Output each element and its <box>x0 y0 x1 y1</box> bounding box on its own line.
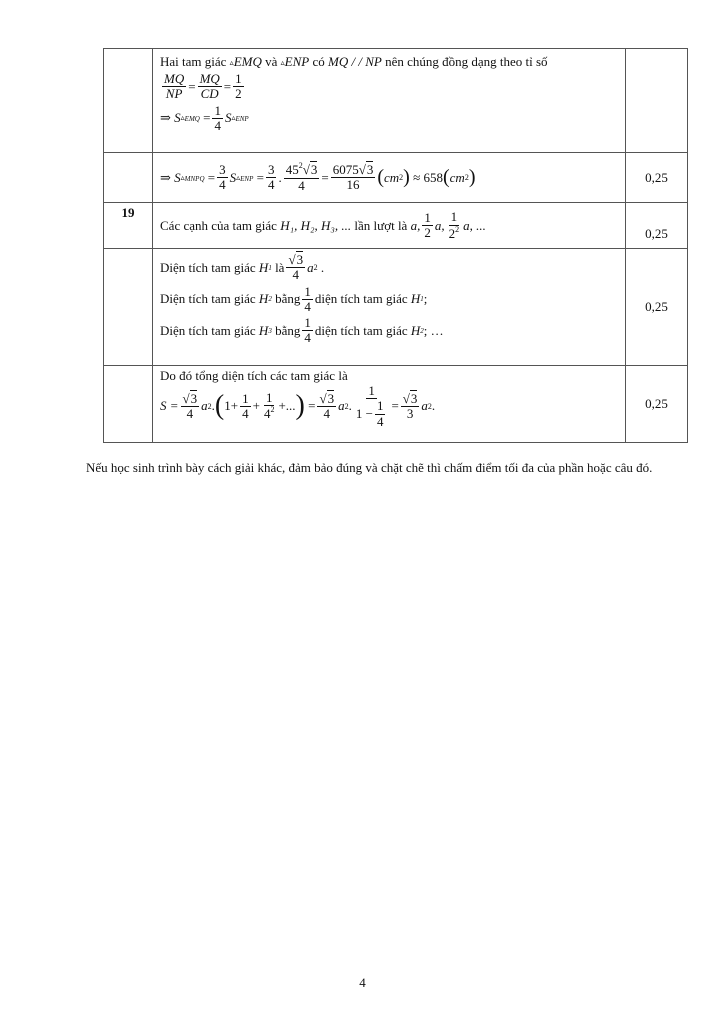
table-row <box>104 153 688 203</box>
fraction <box>217 163 228 193</box>
fraction: $\frac{√3}{4}$ <box>182 390 198 421</box>
score-cell: 0,25 <box>626 366 688 443</box>
la-word: là <box>275 259 285 275</box>
subscript-text: EMQ <box>184 115 200 124</box>
denominator-prefix: 1 − <box>355 405 373 421</box>
fraction-denominator: 16 <box>346 177 360 192</box>
solution-cell <box>153 49 626 153</box>
fraction-denominator: 4 <box>267 177 275 192</box>
bang-word: bằng <box>275 291 301 307</box>
fraction-numerator: 1 <box>235 71 242 86</box>
triangle-name: H <box>258 322 269 338</box>
triangle-emq: EMQ <box>233 54 262 69</box>
question-number-cell <box>104 366 153 443</box>
fraction-denominator: 2 <box>424 225 431 240</box>
fraction-numerator: 3 <box>267 161 275 177</box>
exponent: 2 <box>298 161 303 171</box>
line-rest: diện tích tam giác <box>314 291 408 307</box>
area-h1-line: Diện tích tam giác H 1 là $\frac{√3}{4}$ a 2 . <box>160 252 325 283</box>
solution-cell <box>153 249 626 366</box>
denominator-exponent: 2 <box>455 224 460 234</box>
fraction-numerator: 1 <box>376 398 384 414</box>
fraction-denominator: 4 <box>304 298 311 314</box>
intro-text: Hai tam giác <box>160 54 227 69</box>
fraction-numerator: 3 <box>219 161 226 177</box>
triangle-name: H <box>410 291 421 307</box>
triangle-symbol-icon: ▵ <box>229 57 234 67</box>
exponent: 2 <box>313 263 318 273</box>
ratio-fraction <box>233 72 244 102</box>
series-dots: +... <box>278 398 296 414</box>
denominator-exponent: 2 <box>270 405 275 415</box>
table-row <box>104 249 688 366</box>
triangle-name: H <box>410 322 421 338</box>
solution-cell <box>153 366 626 443</box>
table-row <box>104 49 688 153</box>
triangle-index: 2 <box>268 295 272 304</box>
geometric-fraction <box>354 384 390 429</box>
denominator-base: 2 <box>448 225 456 241</box>
parallel-statement: MQ / / NP <box>328 54 382 69</box>
line-end: ; <box>423 291 428 307</box>
fraction-numerator: MQ <box>199 71 220 86</box>
fraction-numerator: 1 <box>214 102 221 118</box>
sides-text: Các cạnh của tam giác <box>160 217 277 233</box>
fraction-numerator: 1 <box>242 390 249 406</box>
and-word: và <box>265 54 278 69</box>
fraction-numerator: MQ <box>164 71 185 86</box>
numerator-value: 6075 <box>332 161 359 177</box>
fraction-numerator: 1 <box>304 315 311 331</box>
question-number-cell <box>104 49 153 153</box>
base-value: 45 <box>285 162 299 178</box>
exponent: 2 <box>427 401 432 411</box>
unit: cm <box>449 169 465 185</box>
triangle-index: 1 <box>420 295 424 304</box>
solution-cell <box>153 153 626 203</box>
unit: cm <box>384 169 400 185</box>
fraction-denominator: 4 <box>242 405 249 421</box>
question-number-cell <box>104 249 153 366</box>
nested-fraction <box>375 399 386 429</box>
radicand: 3 <box>310 162 318 178</box>
ratio-line: $\frac{MQ}{NP}$ = $\frac{MQ}{CD}$ = $\frac{1}{2}$ <box>164 71 242 102</box>
bang-word: bằng <box>275 322 301 338</box>
sum-symbol: S = <box>160 398 179 414</box>
line-text: Diện tích tam giác <box>160 259 256 275</box>
area-fraction <box>212 104 223 134</box>
fraction: $\frac{6075√3}{16}$ <box>332 161 374 192</box>
score-cell: 0,25 <box>626 203 688 249</box>
triangle-index: 1 <box>268 263 272 272</box>
fraction-denominator: 2 <box>235 86 242 102</box>
fraction: $\frac{√3}{4}$ <box>288 252 304 283</box>
fraction <box>240 392 251 422</box>
fraction-denominator: 3 <box>406 405 414 421</box>
fraction <box>262 391 277 422</box>
approx-value: 658 <box>423 169 443 185</box>
table-row <box>104 203 688 249</box>
fraction-denominator: 4 <box>292 267 300 283</box>
grading-note: Nếu học sinh trình bày cách giải khác, đảm bảo đúng và chặt chẽ thì chấm điểm tối đa của phần hoặc câu đó. <box>86 460 653 475</box>
area-h2-line <box>160 285 625 315</box>
page-number: 4 <box>359 975 366 990</box>
area-subscript: ▵ENP <box>231 113 249 124</box>
score-cell: 0,25 <box>626 249 688 366</box>
question-number-cell: 19 <box>104 203 153 249</box>
exponent: 2 <box>344 401 349 411</box>
fraction-numerator: 1 <box>368 383 375 398</box>
unit-exponent: 2 <box>399 173 404 182</box>
subscript-text: ENP <box>240 174 254 183</box>
fraction <box>302 316 313 346</box>
fraction <box>422 211 433 241</box>
fraction-numerator: 1 <box>450 209 458 225</box>
area-subscript: ▵MNPQ <box>180 172 205 183</box>
score-cell: 0,25 <box>626 153 688 203</box>
line-text: Diện tích tam giác <box>160 291 256 307</box>
triangle-name: H <box>258 291 269 307</box>
fraction <box>447 210 462 241</box>
variable-a: a <box>201 398 208 414</box>
radicand: 3 <box>410 390 418 406</box>
fraction-denominator: 4 <box>214 117 221 133</box>
fraction-denominator: NP <box>165 86 183 102</box>
sides-tail: a, ... <box>463 217 486 233</box>
fraction <box>266 163 277 193</box>
radicand: 3 <box>366 161 374 177</box>
fraction-denominator: 4 <box>304 330 311 346</box>
fraction-denominator: 4 <box>376 413 384 429</box>
fraction-numerator: 1 <box>304 283 311 299</box>
subscript-text: ENP <box>235 115 249 124</box>
radicand: 3 <box>190 390 198 406</box>
radicand: 3 <box>327 390 335 406</box>
triangle-index: 3 <box>268 326 272 335</box>
line-rest: diện tích tam giác <box>314 322 408 338</box>
variable-a: a <box>307 259 314 275</box>
variable-a: a <box>338 398 345 414</box>
fraction: $\frac{45^2√3}{4}$ <box>285 161 318 193</box>
co-word: có <box>312 54 325 69</box>
solution-cell <box>153 203 626 249</box>
variable-a: a <box>421 398 428 414</box>
intro-line <box>160 54 625 70</box>
triangle-symbol-icon: ▵ <box>280 57 285 67</box>
fraction-denominator: 4 <box>219 177 226 192</box>
area-ratio-line: ⇒ S ▵EMQ = $\frac{1}{4}$ S ▵ENP <box>160 102 249 133</box>
fraction-denominator: 4 <box>323 405 331 421</box>
area-subscript: ▵ENP <box>236 172 254 183</box>
radicand: 3 <box>296 252 304 267</box>
fraction <box>302 285 313 315</box>
sum-formula-line: S = $\frac{√3}{4}$ a 2 . ( 1+ $\frac{1}{4}$ + $\frac{1}{4^2}$ +... ) = $\frac{√3}{4}$ a 2 . 1 1 − $\frac{1}{4}$ = $\frac{√3}{3}$ a 2 . <box>160 383 436 429</box>
fraction-numerator: 1 <box>424 209 431 225</box>
area-h3-line <box>160 316 625 346</box>
sum-heading: Do đó tổng diện tích các tam giác là <box>160 368 348 383</box>
area-computation-line: ⇒ S ▵MNPQ = $\frac{3}{4}$ S ▵ENP = $\frac{3}{4}$ . $\frac{45^2√3}{4}$ = $\frac{6075√3}{16}$ ( cm 2 ) ≈ 658 ( cm 2 ) <box>160 161 476 193</box>
triangle-name: H <box>258 259 269 275</box>
fraction-numerator: 1 <box>265 390 273 406</box>
fraction: $\frac{√3}{4}$ <box>319 390 335 421</box>
area-subscript: ▵EMQ <box>180 113 200 124</box>
unit-exponent: 2 <box>464 173 469 182</box>
question-number-cell <box>104 153 153 203</box>
triangle-list: H₁, H₂, H₃, ... <box>280 217 352 233</box>
fraction: $\frac{√3}{3}$ <box>402 390 418 421</box>
line-text: Diện tích tam giác <box>160 322 256 338</box>
fraction-denominator: CD <box>200 86 219 102</box>
series-one: 1+ <box>224 398 239 414</box>
denominator-base: 4 <box>263 406 271 422</box>
side-a: a, <box>410 217 421 233</box>
subscript-text: MNPQ <box>184 174 205 183</box>
exponent: 2 <box>207 401 212 411</box>
triangle-enp: ENP <box>284 54 310 69</box>
lan-luot-word: lần lượt là <box>354 217 408 233</box>
triangle-index: 2 <box>420 326 424 335</box>
scoring-table <box>103 48 688 443</box>
line-end: ; … <box>423 322 444 338</box>
ratio-fraction <box>198 72 222 102</box>
fraction-denominator: 4 <box>298 177 305 193</box>
sides-line: Các cạnh của tam giác H₁, H₂, H₃, ... lần lượt là a, $\frac{1}{2}$ a, $\frac{1}{2^2}$ a, ... <box>160 209 486 241</box>
intro-rest: nên chúng đồng dạng theo tỉ số <box>385 54 548 69</box>
score-cell <box>626 49 688 153</box>
table-row <box>104 366 688 443</box>
ratio-fraction <box>162 72 186 102</box>
fraction-denominator: 4 <box>186 405 194 421</box>
